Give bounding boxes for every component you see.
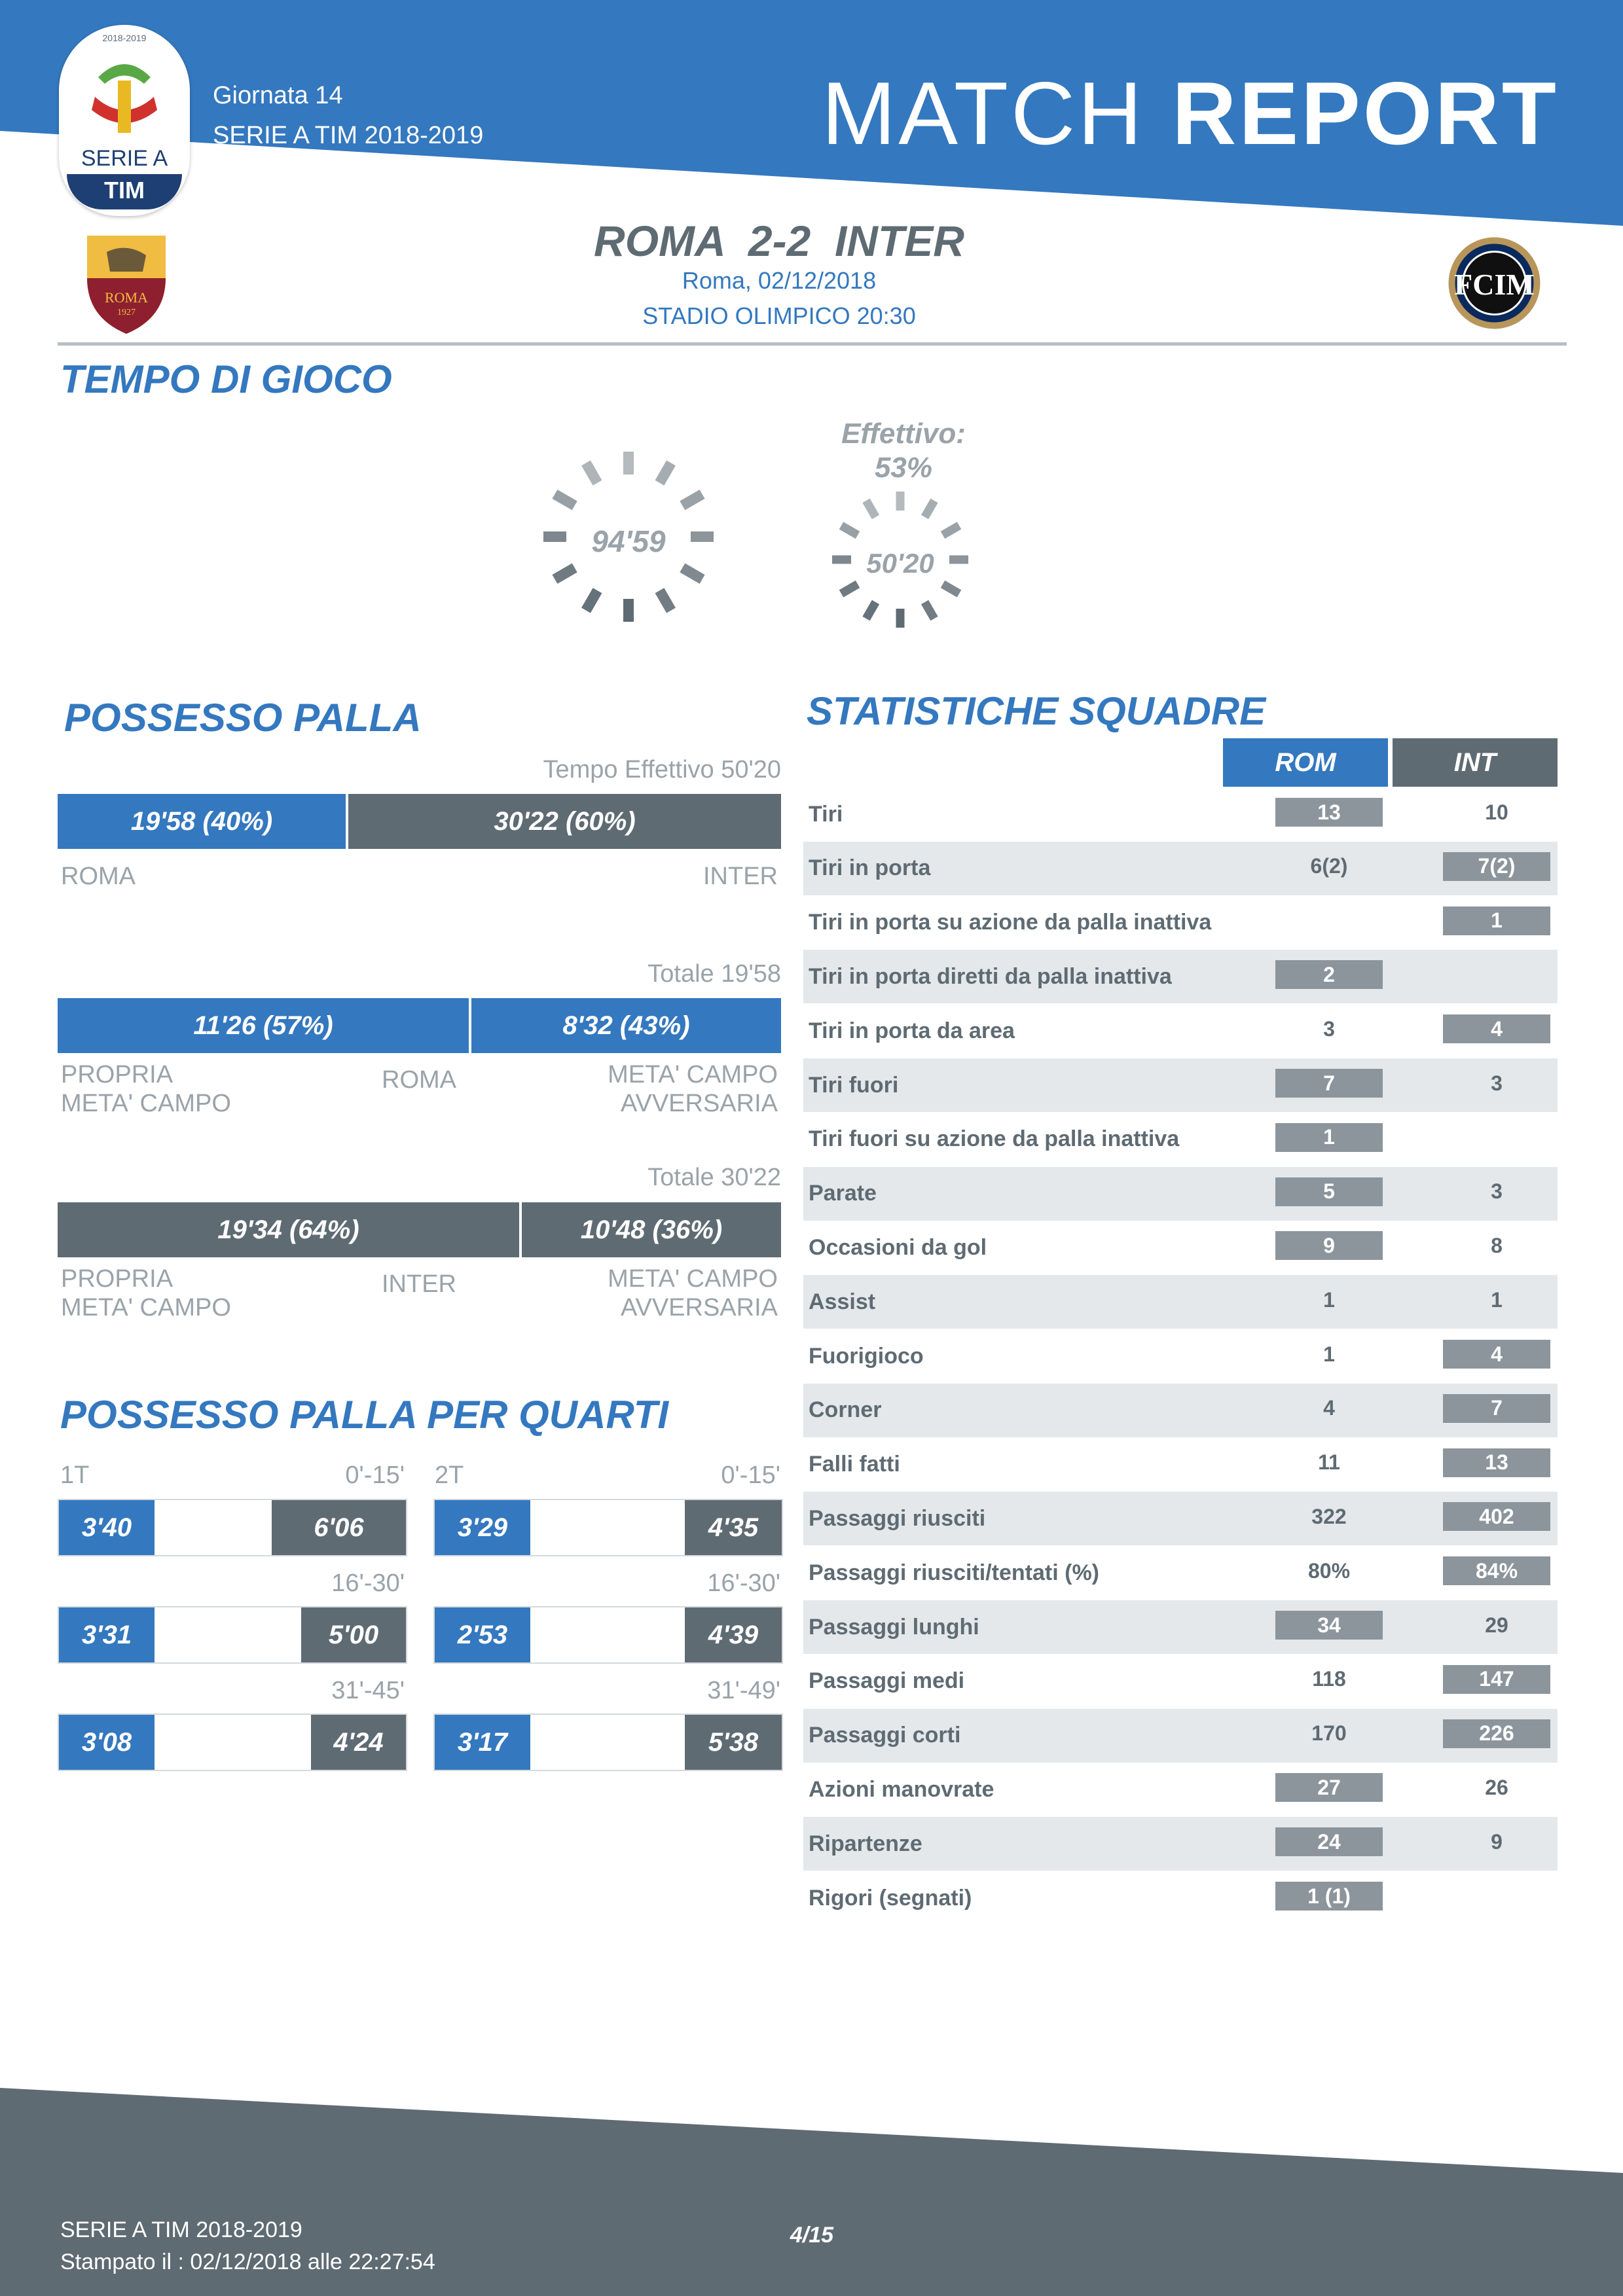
stats-rom-value: 24: [1275, 1827, 1383, 1856]
quarter-range-label: 16'-30': [707, 1570, 780, 1597]
possesso-title: POSSESSO PALLA: [64, 696, 422, 740]
total-time: 94'59: [591, 524, 666, 558]
stats-int-value: 1: [1491, 1287, 1503, 1312]
stats-rom-value: 9: [1275, 1231, 1383, 1260]
footer-printed: Stampato il : 02/12/2018 alle 22:27:54: [60, 2250, 435, 2274]
match-stadium-time: STADIO OLIMPICO 20:30: [642, 302, 916, 329]
possesso-b1-right-label: INTER: [703, 863, 778, 890]
stats-row-label: Passaggi riusciti/tentati (%): [809, 1560, 1099, 1585]
stats-row: [803, 1167, 1558, 1221]
quarter-bar: [58, 1499, 407, 1556]
effective-time: 50'20: [866, 548, 934, 579]
roma-crest-text: ROMA: [104, 289, 148, 306]
stats-rom-value: 118: [1312, 1667, 1346, 1691]
quarter-range-label: 0'-15': [345, 1462, 405, 1489]
possesso-b3-right-label-2: AVVERSARIA: [620, 1294, 778, 1321]
possesso-b2-right-label-2: AVVERSARIA: [620, 1090, 778, 1117]
stats-rom-value: 2: [1275, 960, 1383, 989]
quarter-away-value: 6'06: [272, 1500, 406, 1555]
report-title-bold: REPORT: [1172, 63, 1559, 163]
stats-row: [803, 1438, 1558, 1492]
quarter-bar: [58, 1713, 407, 1771]
stats-row-label: Azioni manovrate: [809, 1776, 994, 1802]
possesso-b3-mid-label: INTER: [382, 1270, 456, 1298]
stats-int-value: 4: [1443, 1340, 1550, 1369]
stats-int-value: 7: [1443, 1394, 1550, 1423]
stats-rom-value: 27: [1275, 1773, 1383, 1802]
possesso-bar-3: [58, 1202, 781, 1257]
quarter-home-value: 3'29: [435, 1500, 530, 1555]
stats-row-label: Tiri in porta diretti da palla inattiva: [809, 963, 1172, 989]
stats-rom-value: 34: [1275, 1611, 1383, 1640]
stats-row: [803, 1004, 1558, 1058]
stats-row-label: Corner: [809, 1397, 882, 1423]
stats-int-value: 26: [1485, 1775, 1508, 1799]
stats-row: [803, 1817, 1558, 1871]
quarter-away-value: 5'38: [685, 1715, 782, 1770]
possesso-b3-right-label-1: META' CAMPO: [608, 1265, 778, 1293]
stats-int-value: 1: [1443, 906, 1550, 935]
stats-int-value: 13: [1443, 1448, 1550, 1477]
effettivo-label: Effettivo:: [841, 418, 966, 450]
possesso-bar-3-propria: 19'34 (64%): [58, 1202, 519, 1257]
quarter-home-value: 3'40: [59, 1500, 155, 1555]
stats-row: [803, 1763, 1558, 1816]
stats-row: [803, 950, 1558, 1003]
stats-int-value: 147: [1443, 1665, 1550, 1694]
stats-rom-value: 1: [1323, 1342, 1335, 1366]
quarter-range-label: 16'-30': [331, 1570, 405, 1597]
logo-season: 2018-2019: [102, 33, 147, 43]
stats-row: [803, 1221, 1558, 1274]
stats-row: [803, 1384, 1558, 1437]
stats-row: [803, 1600, 1558, 1654]
stats-rom-value: 1 (1): [1275, 1882, 1383, 1910]
stats-int-value: 10: [1485, 800, 1508, 824]
stats-row: [803, 787, 1558, 841]
stats-row-label: Tiri in porta su azione da palla inattiva: [809, 910, 1212, 935]
report-title: [822, 62, 1559, 164]
possesso-b1-header: Tempo Effettivo 50'20: [543, 756, 781, 783]
quarter-bar: [433, 1713, 783, 1771]
stats-row-label: Tiri fuori su azione da palla inattiva: [809, 1126, 1180, 1152]
stats-row-label: Passaggi medi: [809, 1668, 965, 1694]
stats-int-value: 9: [1491, 1829, 1503, 1854]
stats-rom-value: 80%: [1307, 1558, 1351, 1583]
possesso-bar-3-avversaria: 10'48 (36%): [522, 1202, 781, 1257]
stats-row-label: Occasioni da gol: [809, 1234, 987, 1260]
match-city-date: Roma, 02/12/2018: [682, 267, 877, 294]
possesso-b2-left-label-1: PROPRIA: [61, 1061, 173, 1088]
stats-row: [803, 842, 1558, 895]
stats-row-label: Passaggi lunghi: [809, 1614, 979, 1640]
match-score: ROMA 2-2 INTER: [594, 217, 964, 265]
stats-rom-value: 322: [1311, 1504, 1347, 1528]
quarter-bar: [433, 1499, 783, 1556]
stats-row: [803, 1058, 1558, 1112]
svg-text:FCIM: FCIM: [1454, 268, 1535, 301]
stats-row: [803, 1492, 1558, 1545]
effettivo-pct: 53%: [874, 452, 933, 484]
stats-rom-value: 7: [1275, 1069, 1383, 1098]
quarter-home-value: 3'31: [59, 1607, 155, 1662]
quarter-bar: [433, 1606, 783, 1664]
possesso-b2-right-label-1: META' CAMPO: [608, 1061, 778, 1088]
stats-rom-value: 11: [1318, 1450, 1340, 1475]
stats-row: [803, 1275, 1558, 1329]
stats-row-label: Tiri in porta da area: [809, 1018, 1015, 1043]
logo-tim: TIM: [104, 177, 145, 204]
serie-a-emblem-icon: [85, 51, 164, 143]
stats-int-value: 84%: [1443, 1556, 1550, 1585]
stats-row-label: Passaggi corti: [809, 1723, 961, 1748]
stats-rom-value: 6(2): [1310, 854, 1348, 878]
stats-int-value: 8: [1491, 1233, 1503, 1257]
report-title-light: MATCH: [822, 63, 1173, 163]
stats-row-label: Ripartenze: [809, 1831, 922, 1856]
roma-crest-year: 1927: [117, 308, 136, 317]
stats-row-label: Fuorigioco: [809, 1343, 924, 1369]
possesso-b2-mid-label: ROMA: [382, 1066, 456, 1094]
stats-row-label: Passaggi riusciti: [809, 1505, 986, 1531]
possesso-bar-2: [58, 998, 781, 1053]
possesso-b2-left-label-2: META' CAMPO: [61, 1090, 231, 1117]
giornata-label: Giornata 14: [213, 82, 343, 109]
quarter-range-label: 31'-45': [331, 1677, 405, 1704]
quarter-bar: [58, 1606, 407, 1664]
footer-page: 4/15: [790, 2223, 834, 2248]
stats-row-label: Falli fatti: [809, 1452, 900, 1477]
stats-int-value: 402: [1443, 1502, 1550, 1531]
divider: [58, 342, 1567, 346]
quarti-title: POSSESSO PALLA PER QUARTI: [60, 1393, 669, 1437]
quarter-home-value: 2'53: [435, 1607, 530, 1662]
possesso-bar-1-inter: 30'22 (60%): [348, 794, 781, 849]
stats-rom-value: 1: [1323, 1287, 1335, 1312]
stats-rom-value: 13: [1275, 798, 1383, 827]
possesso-b3-header: Totale 30'22: [647, 1164, 781, 1191]
stats-row-label: Tiri fuori: [809, 1072, 899, 1098]
stats-row-label: Assist: [809, 1289, 876, 1314]
stats-int-value: 29: [1485, 1613, 1508, 1637]
logo-serie-a: SERIE A: [81, 146, 168, 171]
stats-row: [803, 1113, 1558, 1166]
stats-rom-value: 5: [1275, 1177, 1383, 1206]
stats-rom-value: 1: [1275, 1123, 1383, 1152]
stats-title: STATISTICHE SQUADRE: [807, 689, 1266, 733]
possesso-bar-1-roma: 19'58 (40%): [58, 794, 346, 849]
quarti-1t-label: 1T: [60, 1462, 90, 1489]
stats-int-value: 3: [1491, 1071, 1503, 1095]
quarter-away-value: 4'35: [685, 1500, 782, 1555]
possesso-bar-2-avversaria: 8'32 (43%): [471, 998, 781, 1053]
stats-col-int: INT: [1393, 738, 1558, 787]
stats-row-label: Rigori (segnati): [809, 1885, 972, 1910]
stats-row: [803, 1871, 1558, 1925]
quarter-home-value: 3'17: [435, 1715, 530, 1770]
footer-season: SERIE A TIM 2018-2019: [60, 2217, 302, 2242]
possesso-bar-2-propria: 11'26 (57%): [58, 998, 469, 1053]
possesso-b1-left-label: ROMA: [61, 863, 136, 890]
stats-row: [803, 1546, 1558, 1600]
stats-row: [803, 1709, 1558, 1763]
possesso-bar-1: [58, 794, 781, 849]
serie-a-logo: [59, 25, 190, 216]
stats-rom-value: 170: [1311, 1721, 1347, 1746]
quarti-2t-label: 2T: [435, 1462, 464, 1489]
stats-row-label: Tiri in porta: [809, 855, 931, 881]
stats-int-value: 3: [1491, 1179, 1503, 1204]
possesso-b3-left-label-2: META' CAMPO: [61, 1294, 231, 1321]
quarter-away-value: 5'00: [301, 1607, 406, 1662]
quarter-range-label: 0'-15': [721, 1462, 780, 1489]
stats-col-rom: ROM: [1223, 738, 1388, 787]
tempo-title: TEMPO DI GIOCO: [60, 357, 392, 401]
stats-int-value: 4: [1443, 1014, 1550, 1043]
quarter-away-value: 4'24: [311, 1715, 406, 1770]
possesso-b2-header: Totale 19'58: [647, 960, 781, 988]
stats-rom-value: 3: [1323, 1016, 1335, 1041]
season-label: SERIE A TIM 2018-2019: [213, 122, 484, 149]
quarter-home-value: 3'08: [59, 1715, 155, 1770]
stats-row-label: Tiri: [809, 801, 843, 827]
stats-row: [803, 1655, 1558, 1708]
possesso-b3-left-label-1: PROPRIA: [61, 1265, 173, 1293]
quarter-range-label: 31'-49': [707, 1677, 780, 1704]
stats-row: [803, 896, 1558, 950]
stats-int-value: 226: [1443, 1719, 1550, 1748]
stats-row-label: Parate: [809, 1181, 877, 1206]
stats-rom-value: 4: [1323, 1396, 1335, 1420]
quarter-away-value: 4'39: [685, 1607, 782, 1662]
stats-int-value: 7(2): [1443, 852, 1550, 881]
stats-row: [803, 1329, 1558, 1383]
